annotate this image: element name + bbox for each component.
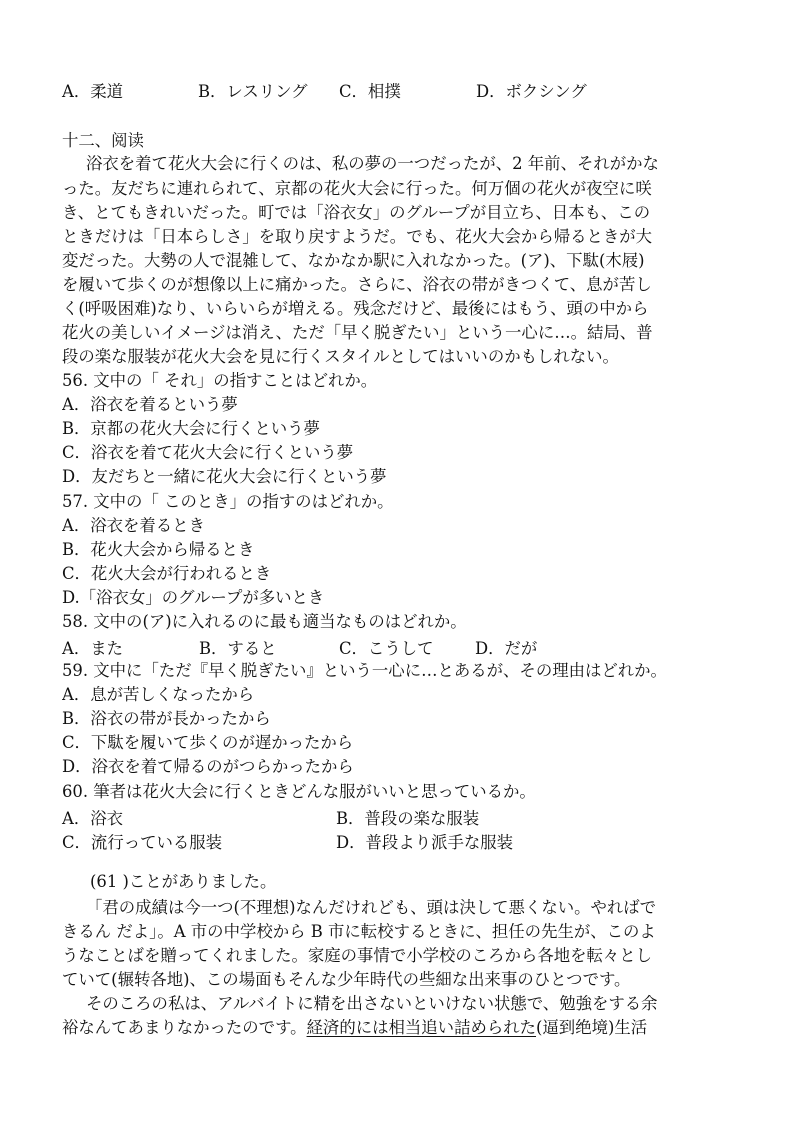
- answer-option: A．浴衣を着るとき: [62, 516, 205, 535]
- passage-text: (逼到绝境)生活: [536, 1018, 648, 1037]
- passage-line: 変だった。大勢の人で混雑して、なかなか駅に入れなかった。(ア)、下駄(木屐): [62, 251, 645, 270]
- answer-option: B．浴衣の帯が長かったから: [62, 709, 271, 728]
- answer-option: A．浴衣: [62, 809, 124, 828]
- question-text: 60. 筆者は花火大会に行くときどんな服がいいと思っているか。: [62, 782, 536, 801]
- passage-line: ときだけは「日本らしさ」を取り戻すようだ。でも、花火大会から帰るときが大: [62, 227, 653, 246]
- answer-option: B．花火大会から帰るとき: [62, 540, 255, 559]
- passage-line: った。友だちに連れられて、京都の花火大会に行った。何万個の花火が夜空に咲: [62, 179, 652, 198]
- answer-option: D．普段より派手な服装: [336, 833, 514, 852]
- answer-option: B．すると: [199, 639, 277, 658]
- question-text: 56. 文中の「 それ」の指すことはどれか。: [62, 371, 378, 390]
- passage-line: を履いて歩くのが想像以上に痛かった。さらに、浴衣の帯がきつくて、息が苦し: [62, 275, 652, 294]
- passage-line: (61 )ことがありました。: [90, 872, 277, 891]
- passage-line: き、とてもきれいだった。町では「浴衣女」のグループが目立ち、日本も、この: [62, 203, 651, 222]
- answer-option: D.「浴衣女」のグループが多いとき: [62, 588, 325, 607]
- underlined-phrase: 経済的には相当追い詰められた: [306, 1018, 537, 1037]
- top-option-b: B．レスリング: [198, 82, 308, 101]
- passage-line: く(呼吸困难)なり、いらいらが増える。残念だけど、最後にはもう、頭の中から: [62, 299, 649, 318]
- answer-option: D．浴衣を着て帰るのがつらかったから: [62, 757, 354, 776]
- passage-line: きるん だよ」。A 市の中学校から B 市に転校するときに、担任の先生が、このよ: [62, 922, 656, 941]
- passage-line: 花火の美しいイメージは消え、ただ「早く脱ぎたい」という一心に…。結局、普: [62, 323, 653, 342]
- answer-option: B．京都の花火大会に行くという夢: [62, 419, 320, 438]
- passage-line: 浴衣を着て花火大会に行くのは、私の夢の一つだったが、2 年前、それがかな: [86, 154, 659, 173]
- top-option-d: D．ボクシング: [476, 82, 587, 101]
- answer-option: C．下駄を履いて歩くのが遅かったから: [62, 733, 354, 752]
- passage-line: そのころの私は、アルバイトに精を出さないといけない状態で、勉強をする余: [86, 994, 658, 1013]
- question-text: 59. 文中に「ただ『早く脱ぎたい』という一心に…とあるが、その理由はどれか。: [62, 661, 667, 680]
- answer-option: A．息が苦しくなったから: [62, 685, 255, 704]
- answer-option: C．こうして: [339, 639, 434, 658]
- answer-option: A．また: [62, 639, 124, 658]
- passage-line: 段の楽な服装が花火大会を見に行くスタイルとしてはいいのかもしれない。: [62, 347, 619, 366]
- answer-option: C．花火大会が行われるとき: [62, 564, 272, 583]
- answer-option: A．浴衣を着るという夢: [62, 395, 238, 414]
- passage-line: うなことばを贈ってくれました。家庭の事情で小学校のころから各地を転々とし: [62, 946, 653, 965]
- passage-line: ていて(辗转各地)、この場面もそんな少年時代の些細な出来事のひとつです。: [62, 970, 631, 989]
- answer-option: D．だが: [475, 639, 538, 658]
- passage-text: 裕なんてあまりなかったのです。: [62, 1018, 307, 1037]
- passage-line: [62, 1017, 742, 1039]
- passage-line: 「君の成績は今一つ(不理想)なんだけれども、頭は決して悪くない。やればで: [86, 898, 657, 917]
- answer-option: C．浴衣を着て花火大会に行くという夢: [62, 443, 354, 462]
- top-option-c: C．相撲: [339, 82, 401, 101]
- top-option-a: A．柔道: [62, 82, 124, 101]
- answer-option: B．普段の楽な服装: [336, 809, 480, 828]
- section-title: 十二、阅读: [62, 131, 144, 150]
- question-text: 58. 文中の(ア)に入れるのに最も適当なものはどれか。: [62, 612, 467, 631]
- answer-option: D．友だちと一緒に花火大会に行くという夢: [62, 467, 387, 486]
- answer-option: C．流行っている服装: [62, 833, 223, 852]
- question-text: 57. 文中の「 このとき」の指すのはどれか。: [62, 492, 394, 511]
